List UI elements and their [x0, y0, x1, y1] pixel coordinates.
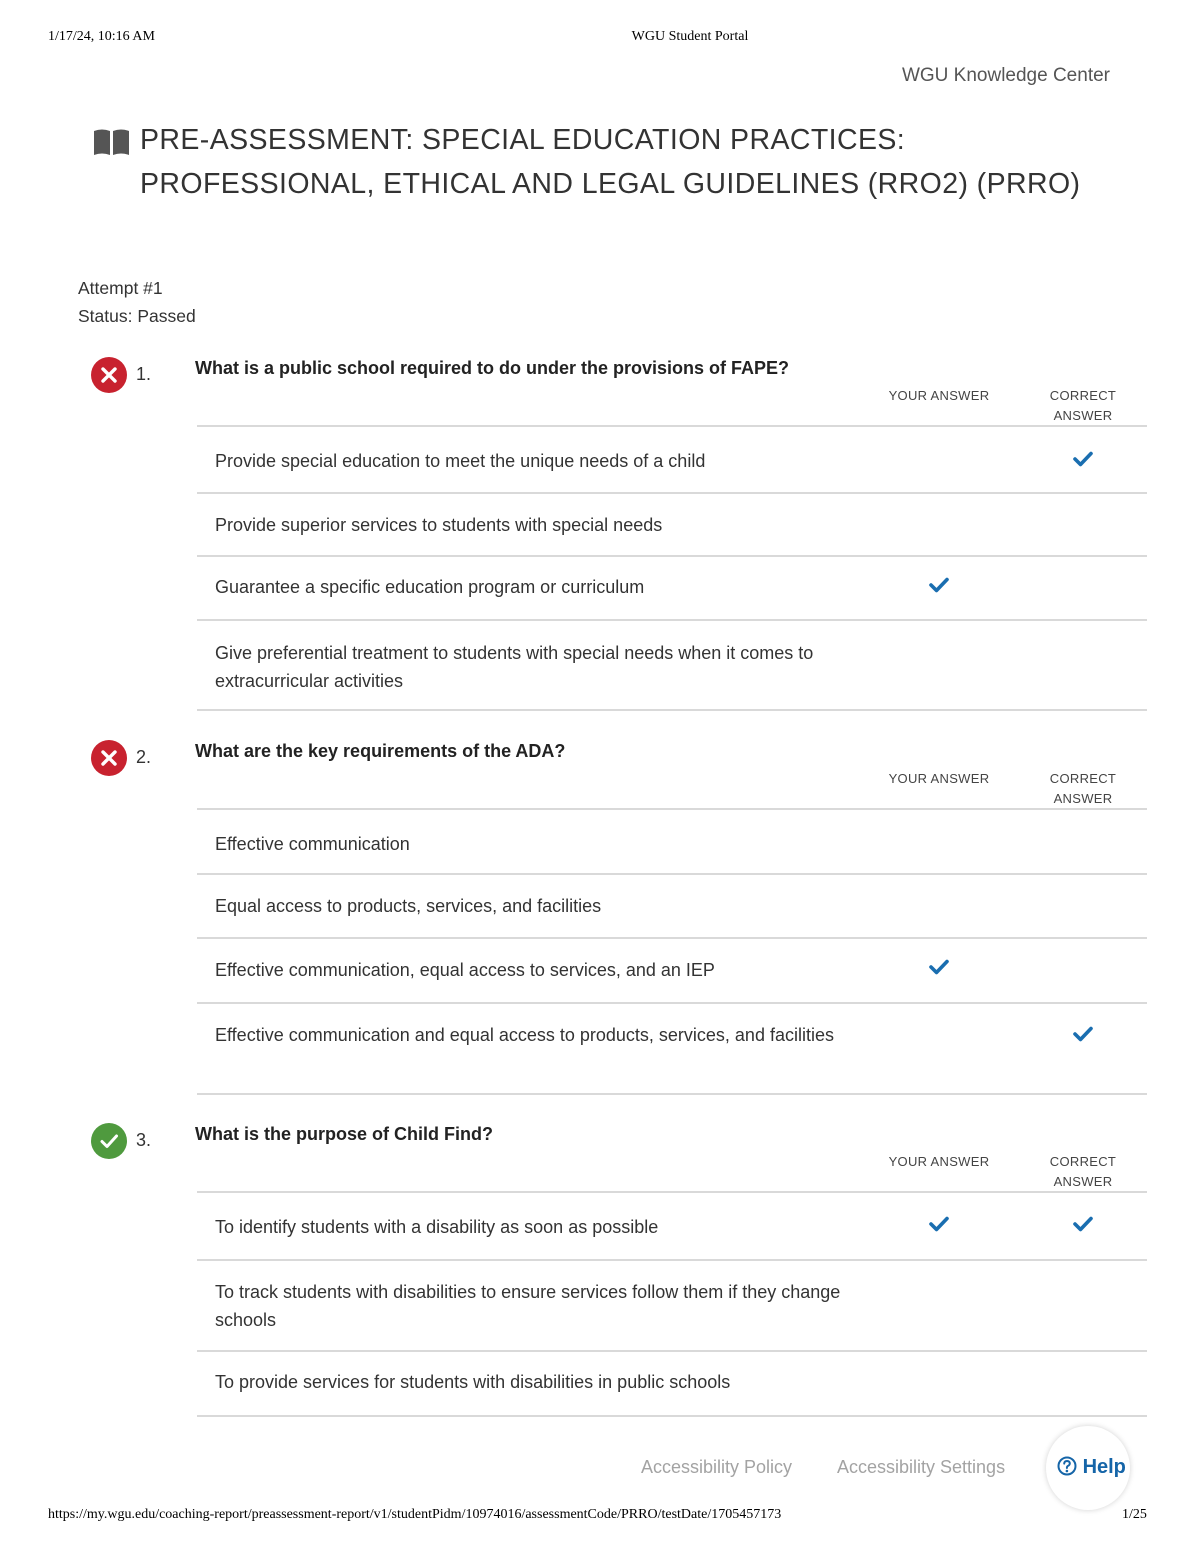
your-answer-header: YOUR ANSWER	[888, 1154, 990, 1169]
incorrect-icon	[91, 740, 127, 776]
answer-option	[197, 875, 1147, 939]
answer-options	[197, 1191, 1147, 1417]
answer-option-text: Effective communication and equal access to products, services, and facilities	[215, 1025, 834, 1045]
answer-option	[197, 621, 1147, 711]
answer-option	[197, 1261, 1147, 1352]
answer-option-text: Equal access to products, services, and facilities	[215, 896, 602, 916]
answer-option-text: Provide superior services to students with special needs	[215, 515, 663, 535]
answer-option	[197, 1352, 1147, 1417]
answer-option-text: To identify students with a disability as soon as possible	[215, 1217, 659, 1237]
print-header-date: 1/17/24, 10:16 AM	[48, 29, 155, 44]
attempt-label: Attempt #1	[78, 278, 163, 298]
your-answer-check-icon	[929, 1216, 949, 1232]
your-answer-header: YOUR ANSWER	[888, 388, 990, 403]
answer-options	[197, 425, 1147, 711]
book-icon	[93, 128, 130, 156]
answer-option-text: Effective communication	[215, 834, 410, 854]
correct-answer-check-icon	[1073, 451, 1093, 467]
print-header-title: WGU Student Portal	[631, 29, 749, 44]
question-number: 2.	[136, 747, 152, 767]
answer-options	[197, 808, 1147, 1095]
help-label: Help	[1082, 1456, 1126, 1478]
print-footer-page: 1/25	[1122, 1507, 1147, 1522]
answer-option	[197, 810, 1147, 875]
correct-answer-check-icon	[1073, 1216, 1093, 1232]
your-answer-check-icon	[929, 577, 949, 593]
question-text: What is a public school required to do under the provisions of FAPE?	[195, 358, 790, 378]
correct-icon	[91, 1123, 127, 1159]
incorrect-icon	[91, 357, 127, 393]
correct-answer-header: CORRECT ANSWER	[1049, 771, 1117, 806]
answer-option-text: Guarantee a specific education program or curriculum	[215, 577, 645, 597]
help-button[interactable]	[1046, 1426, 1130, 1510]
help-question-icon	[1057, 1456, 1077, 1476]
answer-option-text: To track students with disabilities to ensure services follow them if they change schools	[215, 1282, 841, 1330]
question-number: 3.	[136, 1130, 152, 1150]
knowledge-center-link[interactable]: WGU Knowledge Center	[901, 65, 1110, 86]
answer-option	[197, 427, 1147, 494]
correct-answer-header: CORRECT ANSWER	[1049, 1154, 1117, 1189]
question-text: What is the purpose of Child Find?	[195, 1124, 493, 1144]
print-footer-url: https://my.wgu.edu/coaching-report/preassessment-report/v1/studentPidm/10974016/assessmentCode/PRRO/testDate/1705457173	[48, 1507, 782, 1522]
correct-answer-check-icon	[1073, 1026, 1093, 1042]
answer-option-text: To provide services for students with disabilities in public schools	[215, 1372, 731, 1392]
answer-option-text: Provide special education to meet the unique needs of a child	[215, 451, 706, 471]
accessibility-settings-link[interactable]: Accessibility Settings	[837, 1457, 1006, 1477]
accessibility-policy-link[interactable]: Accessibility Policy	[641, 1457, 793, 1477]
page-title: PRE-ASSESSMENT: SPECIAL EDUCATION PRACTICES: PROFESSIONAL, ETHICAL AND LEGAL GUIDELINES (RRO2) (PRRO)	[140, 124, 1081, 200]
question-number: 1.	[136, 364, 152, 384]
answer-option-text: Give preferential treatment to students with special needs when it comes to extracurricular activities	[215, 643, 814, 691]
question-text: What are the key requirements of the ADA?	[195, 741, 566, 761]
status-label: Status: Passed	[78, 306, 196, 326]
answer-option-text: Effective communication, equal access to services, and an IEP	[215, 960, 715, 980]
your-answer-check-icon	[929, 959, 949, 975]
your-answer-header: YOUR ANSWER	[888, 771, 990, 786]
answer-option	[197, 557, 1147, 621]
answer-option	[197, 1004, 1147, 1095]
answer-option	[197, 494, 1147, 557]
answer-option	[197, 939, 1147, 1004]
correct-answer-header: CORRECT ANSWER	[1049, 388, 1117, 423]
answer-option	[197, 1193, 1147, 1261]
